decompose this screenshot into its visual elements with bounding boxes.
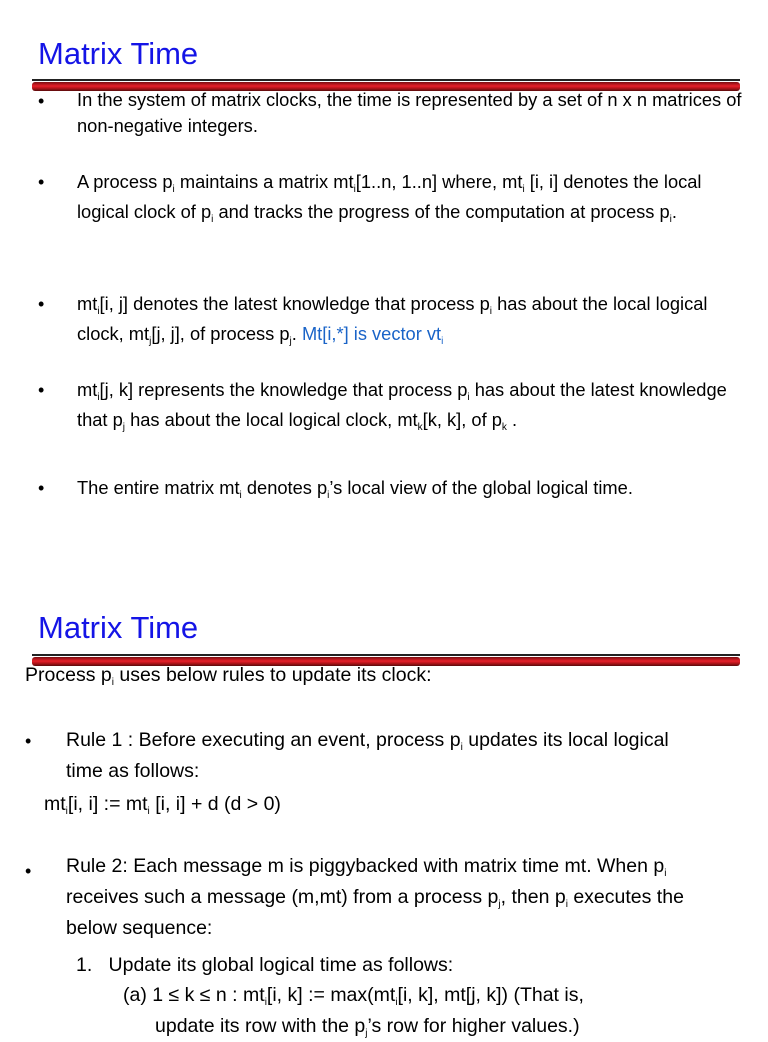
rules-intro: Process $p_i$ uses below rules to update its clock: xyxy=(25,664,432,688)
bullet-text-2: A process $p_i$ maintains a matrix $mt_i[1..n$, 1..n] where, $mt_i$ [i, i] denotes the local logical clock of $p_i$ and tracks the progress of the computation at process $p_i$. xyxy=(77,171,702,225)
bullet: • xyxy=(38,478,45,498)
bullet: • xyxy=(38,172,45,192)
slide2-title: Matrix Time xyxy=(38,610,199,645)
bullet-text-4: $mt_i[j$, k] represents the knowledge that process $p_i$ has about the latest knowledge that $p_j$ has about the local logical clock, $mt_k[k$, k], of $p_k$ . xyxy=(77,379,727,433)
rule2-text: Rule 2: Each message m is piggybacked with matrix time mt. When $p_i$ receives such a message (m,mt) from a process $p_j$, then $p_i$ executes the below sequence: xyxy=(66,855,684,939)
rule1-text: Rule 1 : Before executing an event, process $p_i$ updates its local logical time as follows: xyxy=(66,729,669,782)
bullet-text-5: The entire matrix $mt_i$ denotes $p_i’s$ local view of the global logical time. xyxy=(77,477,633,501)
bullet: • xyxy=(38,91,45,111)
bullet: • xyxy=(25,731,32,751)
step-1: 1. Update its global logical time as follows: xyxy=(76,954,454,976)
bullet: • xyxy=(38,294,45,314)
bullet: • xyxy=(38,380,45,400)
bullet-text-1: In the system of matrix clocks, the time is represented by a set of n x n matrices of non-negative integers. xyxy=(77,89,742,136)
step-1a: (a) 1 ≤ k ≤ n : $mt_i[i$, k] := $\max(mt_i[i$, k], mt[j, k]) (That is, xyxy=(123,984,584,1008)
bullet: • xyxy=(25,861,32,881)
vector-note: Mt[i,*] is vector $vt_i$ xyxy=(301,323,444,347)
bullet-text-3: $mt_i[i$, j] denotes the latest knowledge that process $p_i$ has about the local logical clock, $mt_j[j$, j], of process $p_j$. Mt[i,*] is vector $vt_i$ xyxy=(77,293,708,347)
slide1-title: Matrix Time xyxy=(38,36,199,71)
rule1-formula: $mt_i[i$, i] := $mt_i$ [i, i] + d (d > 0) xyxy=(44,793,281,817)
step-1a-continued: update its row with the $p_j’s$ row for higher values.) xyxy=(155,1015,580,1039)
